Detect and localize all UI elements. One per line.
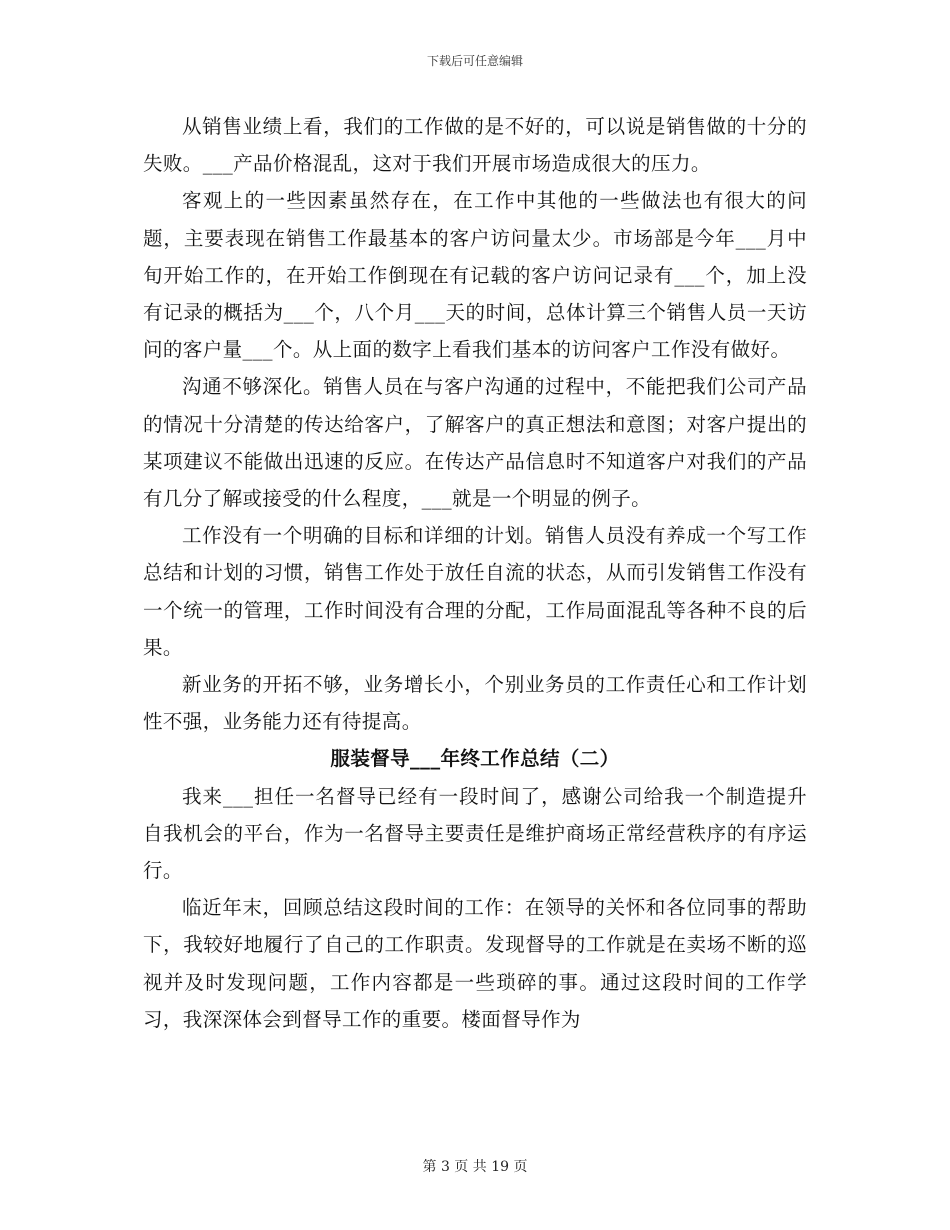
paragraph-supervisor-intro: 我来___担任一名督导已经有一段时间了，感谢公司给我一个制造提升自我机会的平台，作为一名督导主要责任是维护商场正常经营秩序的有序运行。 [143, 784, 807, 883]
paragraph-year-end-review: 临近年末，回顾总结这段时间的工作：在领导的关怀和各位同事的帮助下，我较好地履行了自己的工作职责。发现督导的工作就是在卖场不断的巡视并及时发现问题，工作内容都是一些琐碎的事。通过这段时间的工作学习，我深深体会到督导工作的重要。楼面督导作为 [143, 896, 807, 1031]
paragraph-new-business: 新业务的开拓不够，业务增长小，个别业务员的工作责任心和工作计划性不强，业务能力还有待提高。 [143, 673, 807, 734]
paragraph-communication: 沟通不够深化。销售人员在与客户沟通的过程中，不能把我们公司产品的情况十分清楚的传达给客户，了解客户的真正想法和意图；对客户提出的某项建议不能做出迅速的反应。在传达产品信息时不知道客户对我们的产品有几分了解或接受的什么程度，___就是一个明显的例子。 [143, 375, 807, 511]
paragraph-sales-performance: 从销售业绩上看，我们的工作做的是不好的，可以说是销售做的十分的失败。___产品价格混乱，这对于我们开展市场造成很大的压力。 [143, 115, 807, 176]
page-footer: 第 3 页 共 19 页 [422, 1159, 528, 1175]
paragraph-planning: 工作没有一个明确的目标和详细的计划。销售人员没有养成一个写工作总结和计划的习惯，销售工作处于放任自流的状态，从而引发销售工作没有一个统一的管理，工作时间没有合理的分配，工作局面混乱等各种不良的后果。 [143, 524, 807, 659]
page-header: 下载后可任意编辑 [426, 54, 523, 68]
paragraph-customer-visits: 客观上的一些因素虽然存在，在工作中其他的一些做法也有很大的问题，主要表现在销售工作最基本的客户访问量太少。市场部是今年___月中旬开始工作的，在开始工作倒现在有记载的客户访问记录有___个，加上没有记录的概括为___个，八个月___天的时间，总体计算三个销售人员一天访问的客户量___个。从上面的数字上看我们基本的访问客户工作没有做好。 [143, 189, 807, 362]
document-body [143, 108, 807, 1038]
section-title: 服装督导___年终工作总结（二） [330, 747, 620, 771]
